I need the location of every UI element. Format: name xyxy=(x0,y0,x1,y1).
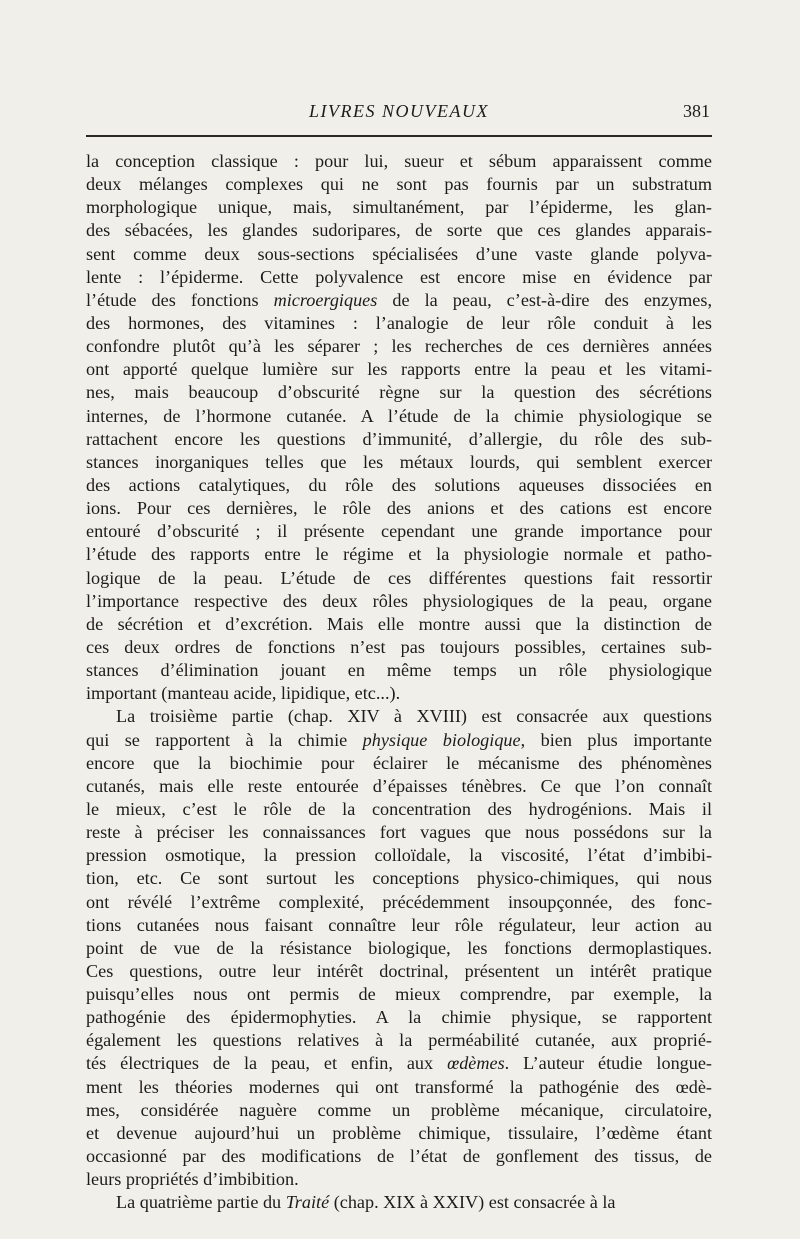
text-line: ont révélé l’extrême complexité, précédemment insoupçonnée, des fonc- xyxy=(86,891,712,912)
text-line: des actions catalytiques, du rôle des solutions aqueuses dissociées en xyxy=(86,474,712,495)
text-line: des hormones, des vitamines : l’analogie de leur rôle conduit à les xyxy=(86,312,712,333)
text-line: pression osmotique, la pression colloïdale, la viscosité, l’état d’imbibi- xyxy=(86,845,712,866)
text-line: lente : l’épiderme. Cette polyvalence est encore mise en évidence par xyxy=(86,266,712,287)
text-line: la conception classique : pour lui, sueur et sébum apparaissent comme xyxy=(86,151,712,171)
running-header xyxy=(86,101,712,129)
running-title: LIVRES NOUVEAUX xyxy=(309,101,489,121)
text-line: de sécrétion et d’excrétion. Mais elle montre aussi que la distinction de xyxy=(86,613,712,634)
text-line: également les questions relatives à la perméabilité cutanée, aux proprié- xyxy=(86,1030,712,1051)
text-line: sent comme deux sous-sections spécialisées d’une vaste glande polyva- xyxy=(86,243,712,264)
text-line: important (manteau acide, lipidique, etc...). xyxy=(86,683,401,704)
text-line: tés électriques de la peau, et enfin, aux œdèmes. L’auteur étudie longue- xyxy=(86,1053,712,1074)
text-line: l’étude des rapports entre le régime et la physiologie normale et patho- xyxy=(86,544,712,565)
header-rule xyxy=(86,135,712,137)
text-line: deux mélanges complexes qui ne sont pas fournis par un substratum xyxy=(86,174,712,195)
text-line: ment les théories modernes qui ont transformé la pathogénie des œdè- xyxy=(86,1076,712,1097)
text-line: entouré d’obscurité ; il présente cependant une grande importance pour xyxy=(86,521,712,542)
body-text xyxy=(86,150,712,1214)
text-line: l’importance respective des deux rôles physiologiques de la peau, organe xyxy=(86,590,712,611)
text-line: Ces questions, outre leur intérêt doctrinal, présentent un intérêt pratique xyxy=(86,960,712,981)
text-line: confondre plutôt qu’à les séparer ; les recherches de ces dernières années xyxy=(86,336,712,357)
text-line: stances d’élimination jouant en même temps un rôle physiologique xyxy=(86,660,712,681)
text-line: et devenue aujourd’hui un problème chimique, tissulaire, l’œdème étant xyxy=(86,1122,712,1143)
text-line: encore que la biochimie pour éclairer le mécanisme des phénomènes xyxy=(86,752,712,773)
text-line: La quatrième partie du Traité (chap. XIX à XXIV) est consacrée à la xyxy=(116,1192,616,1213)
text-line: ces deux ordres de fonctions n’est pas toujours possibles, certaines sub- xyxy=(86,636,712,657)
page-number: 381 xyxy=(683,101,710,121)
text-line: rattachent encore les questions d’immunité, d’allergie, du rôle des sub- xyxy=(86,428,712,449)
text-line: qui se rapportent à la chimie physique biologique, bien plus importante xyxy=(86,729,712,750)
text-line: ions. Pour ces dernières, le rôle des anions et des cations est encore xyxy=(86,498,712,519)
text-line: internes, de l’hormone cutanée. A l’étude de la chimie physiologique se xyxy=(86,405,712,426)
text-line: tions cutanées nous faisant connaître leur rôle régulateur, leur action au xyxy=(86,914,712,935)
text-line: nes, mais beaucoup d’obscurité règne sur la question des sécrétions xyxy=(86,382,712,403)
text-line: tion, etc. Ce sont surtout les conceptions physico-chimiques, qui nous xyxy=(86,868,712,889)
text-line: occasionné par des modifications de l’état de gonflement des tissus, de xyxy=(86,1146,712,1167)
text-line: ont apporté quelque lumière sur les rapports entre la peau et les vitami- xyxy=(86,359,712,380)
text-line: l’étude des fonctions microergiques de la peau, c’est-à-dire des enzymes, xyxy=(86,289,713,310)
text-line: La troisième partie (chap. XIV à XVIII) est consacrée aux questions xyxy=(116,706,712,727)
text-line: mes, considérée naguère comme un problème mécanique, circulatoire, xyxy=(86,1099,712,1120)
text-line: point de vue de la résistance biologique, les fonctions dermoplastiques. xyxy=(86,937,712,958)
text-line: stances inorganiques telles que les métaux lourds, qui semblent exercer xyxy=(86,451,712,472)
text-line: des sébacées, les glandes sudoripares, de sorte que ces glandes apparais- xyxy=(86,220,712,241)
text-line: cutanés, mais elle reste entourée d’épaisses ténèbres. Ce que l’on connaît xyxy=(86,775,712,796)
text-line: reste à préciser les connaissances fort vagues que nous possédons sur la xyxy=(86,822,712,843)
text-line: puisqu’elles nous ont permis de mieux comprendre, par exemple, la xyxy=(86,984,712,1005)
text-line: le mieux, c’est le rôle de la concentration des hydrogénions. Mais il xyxy=(86,798,712,819)
text-line: logique de la peau. L’étude de ces différentes questions fait ressortir xyxy=(86,567,712,588)
text-line: morphologique unique, mais, simultanément, par l’épiderme, les glan- xyxy=(86,197,712,218)
text-line: pathogénie des épidermophyties. A la chimie physique, se rapportent xyxy=(86,1007,712,1028)
text-line: leurs propriétés d’imbibition. xyxy=(86,1169,299,1190)
